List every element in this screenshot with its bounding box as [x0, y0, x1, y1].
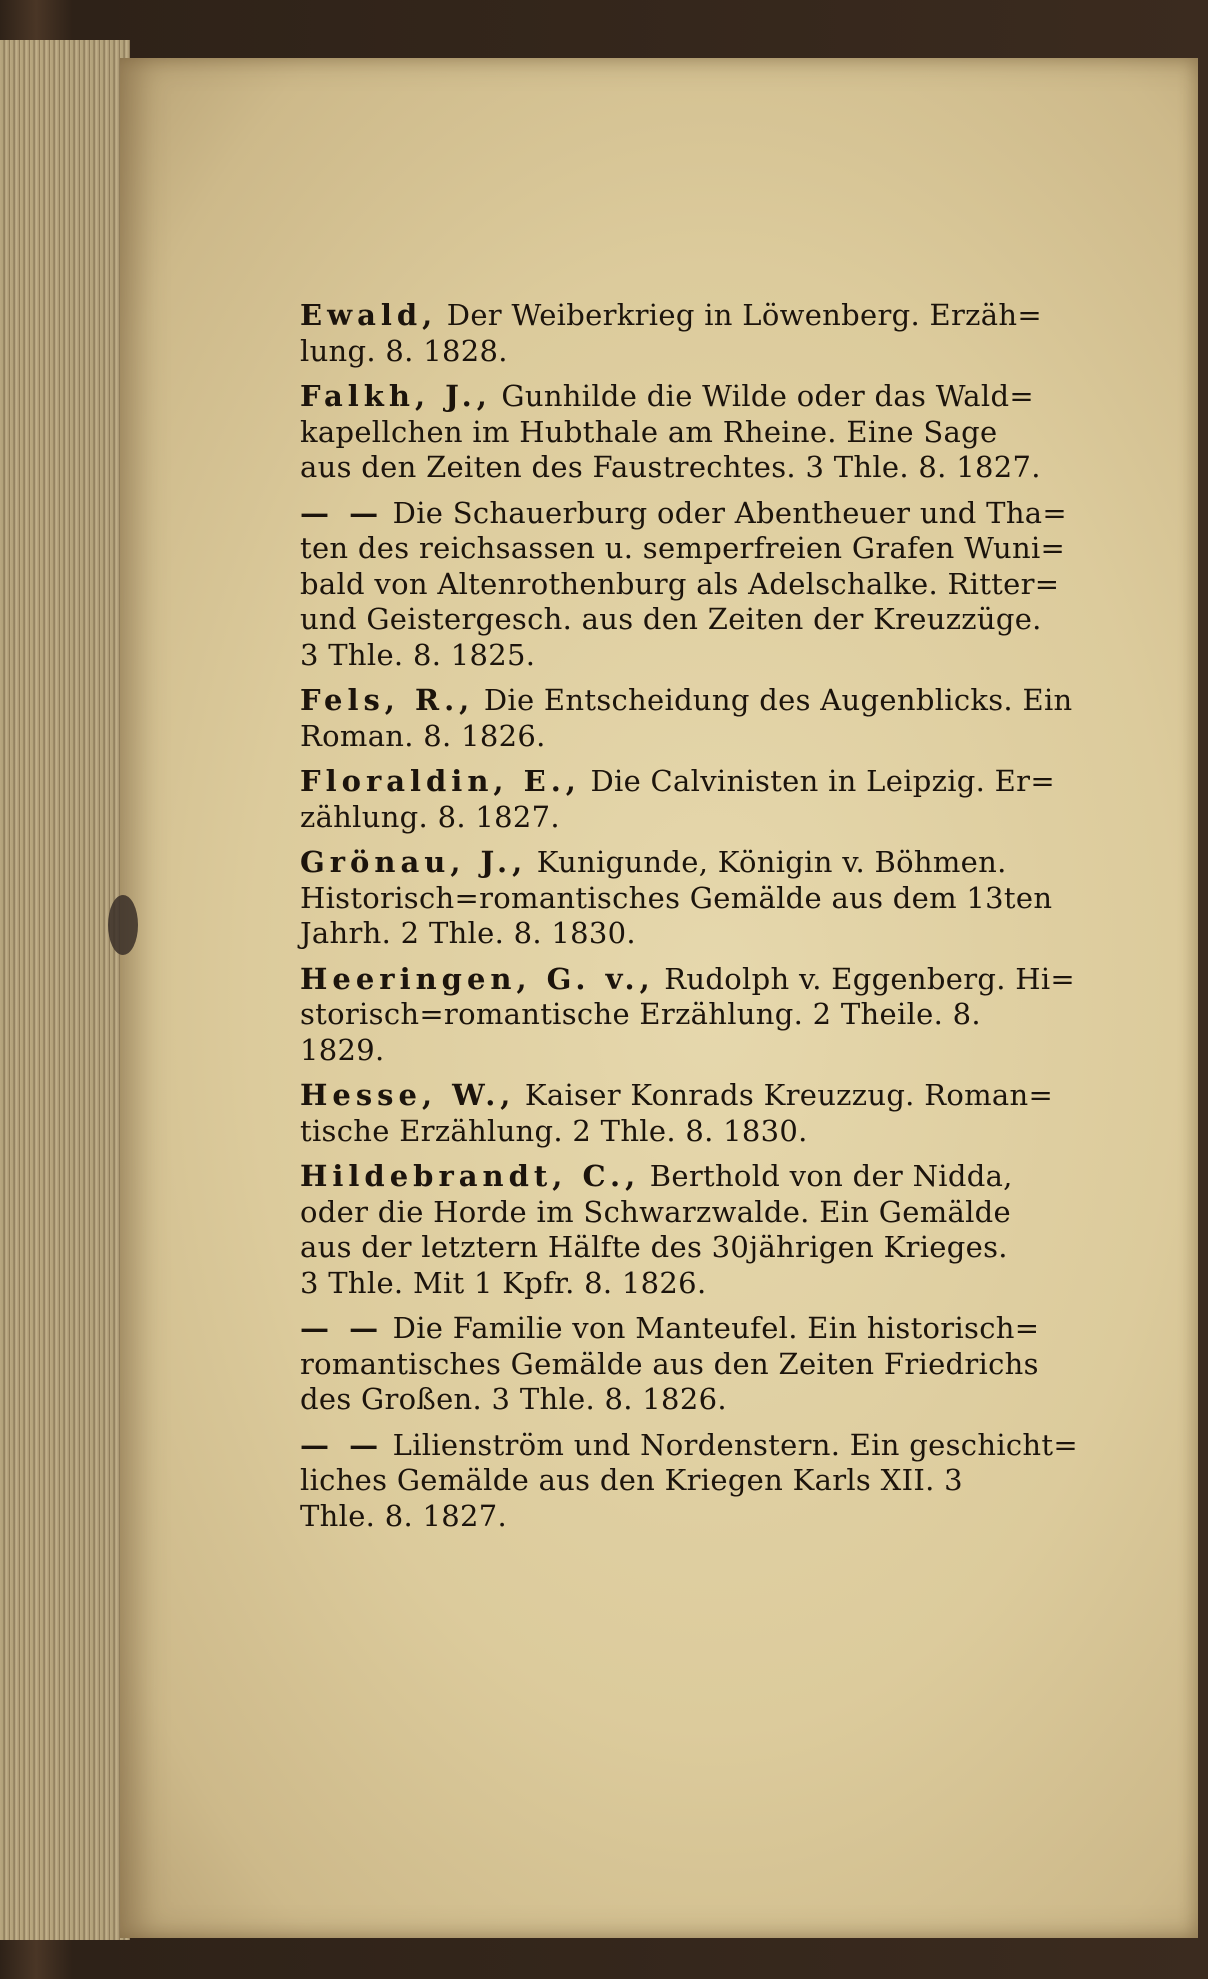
entry-line: Kaiser Konrads Kreuzzug. Roman=	[524, 1078, 1054, 1112]
catalog-entry	[300, 683, 1073, 754]
entry-author: Fels, R.,	[300, 683, 475, 717]
entry-line: storisch=romantische Erzählung. 2 Theile. 8.	[300, 997, 981, 1031]
entry-line: zählung. 8. 1827.	[300, 799, 560, 834]
entry-line: des Großen. 3 Thle. 8. 1826.	[300, 1382, 727, 1416]
entry-author: Hesse, W.,	[300, 1078, 516, 1112]
entry-line: Die Entscheidung des Augenblicks. Ein	[483, 683, 1073, 717]
catalog-entry	[300, 1078, 1052, 1149]
entry-author: Heeringen, G. v.,	[300, 961, 655, 996]
catalog-entry	[300, 495, 1067, 674]
entry-line: Die Schauerburg oder Abentheuer und Tha=	[392, 495, 1067, 530]
entry-line: Jahrh. 2 Thle. 8. 1830.	[300, 916, 636, 950]
entry-line: Lilienström und Nordenstern. Ein geschicht=	[392, 1427, 1078, 1462]
entry-line: Die Calvinisten in Leipzig. Er=	[590, 764, 1055, 798]
entry-author: — —	[300, 1427, 384, 1462]
catalog-entry	[300, 845, 1052, 952]
entry-line: Thle. 8. 1827.	[300, 1498, 508, 1533]
entry-author: Hildebrandt, C.,	[300, 1159, 641, 1193]
entry-line: oder die Horde im Schwarzwalde. Ein Gemälde	[300, 1194, 1011, 1229]
entry-line: 1829.	[300, 1032, 385, 1067]
catalog-entry	[300, 1427, 1078, 1535]
entry-line: Roman. 8. 1826.	[300, 718, 546, 753]
entry-line: liches Gemälde aus den Kriegen Karls XII. 3	[300, 1463, 963, 1497]
entry-author: Ewald,	[300, 298, 438, 332]
entry-author: — —	[300, 1311, 384, 1345]
entry-line: tische Erzählung. 2 Thle. 8. 1830.	[300, 1113, 808, 1148]
catalog-entry	[300, 298, 1052, 369]
entry-line: aus den Zeiten des Faustrechtes. 3 Thle. 8. 1827.	[300, 450, 1041, 484]
entry-line: aus der letztern Hälfte des 30jährigen Krieges.	[300, 1230, 1008, 1264]
entry-line: Der Weiberkrieg in Löwenberg. Erzäh=	[446, 298, 1042, 332]
page-edges	[0, 40, 130, 1940]
entry-line: ten des reichsassen u. semperfreien Grafen Wuni=	[300, 531, 1066, 565]
entry-line: 3 Thle. Mit 1 Kpfr. 8. 1826.	[300, 1265, 707, 1300]
entry-author: Grönau, J.,	[300, 845, 528, 879]
entry-line: lung. 8. 1828.	[300, 333, 508, 368]
ink-stain	[108, 895, 138, 955]
entry-line: Kunigunde, Königin v. Böhmen.	[536, 845, 1007, 879]
entry-line: Die Familie von Manteufel. Ein historisch=	[392, 1311, 1040, 1345]
entry-line: 3 Thle. 8. 1825.	[300, 637, 536, 672]
entry-line: und Geistergesch. aus den Zeiten der Kreuzzüge.	[300, 602, 1042, 636]
catalog-entries	[300, 298, 1078, 1544]
entry-line: Rudolph v. Eggenberg. Hi=	[664, 961, 1076, 996]
entry-line: kapellchen im Hubthale am Rheine. Eine Sage	[300, 414, 998, 449]
catalog-entry	[300, 764, 1055, 835]
entry-line: Gunhilde die Wilde oder das Wald=	[501, 379, 1034, 413]
catalog-entry	[300, 1311, 1052, 1418]
entry-author: Floraldin, E.,	[300, 764, 581, 798]
entry-author: Falkh, J.,	[300, 379, 492, 413]
catalog-entry	[300, 379, 1052, 486]
entry-line: romantisches Gemälde aus den Zeiten Friedrichs	[300, 1346, 1039, 1381]
entry-line: Berthold von der Nidda,	[649, 1159, 1013, 1193]
entry-line: Historisch=romantisches Gemälde aus dem 13ten	[300, 880, 1053, 915]
catalog-entry	[300, 1159, 1052, 1301]
entry-line: bald von Altenrothenburg als Adelschalke. Ritter=	[300, 566, 1060, 601]
entry-author: — —	[300, 495, 384, 530]
catalog-entry	[300, 961, 1076, 1069]
